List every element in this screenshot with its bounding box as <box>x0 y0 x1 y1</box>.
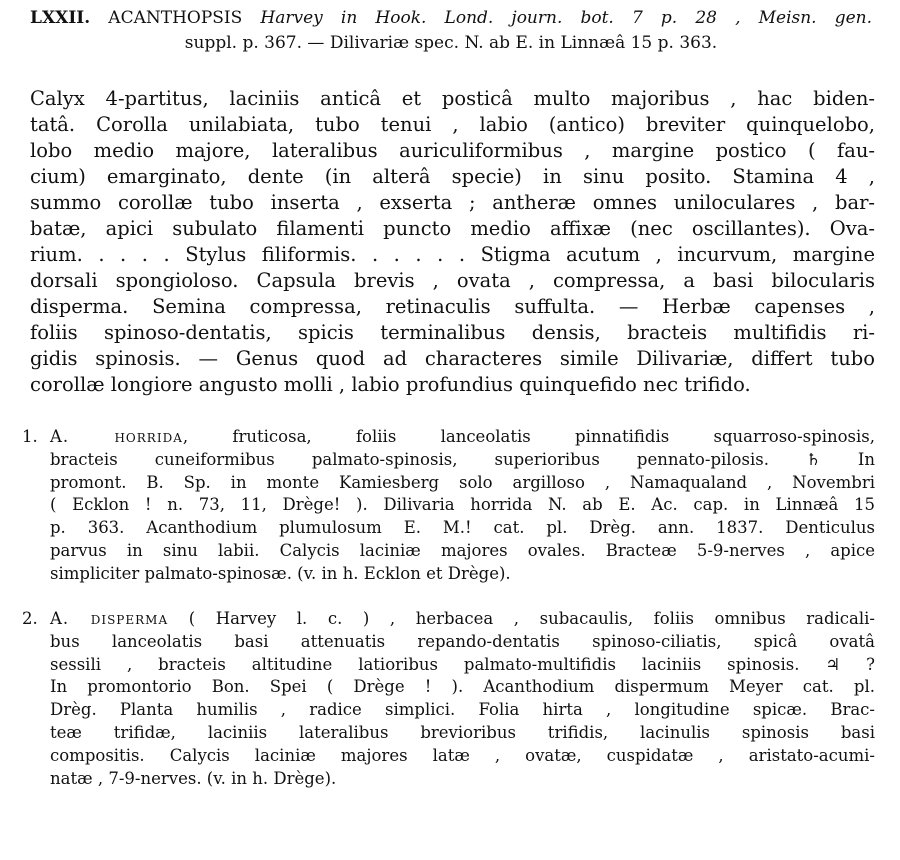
species-entry-1 <box>22 426 875 586</box>
species-name: A. disperma <box>50 609 169 628</box>
species-line: parvus in sinu labii. Calycis laciniæ majores ovales. Bracteæ 5-9-nerves , apice <box>50 540 875 560</box>
description-line: batæ, apici subulato filamenti puncto medio affixæ (nec oscillantes). Ova- <box>30 217 875 240</box>
heading-line-1 <box>30 6 872 31</box>
description-line: rium. . . . . Stylus filiformis. . . . . . Stigma acutum , incurvum, margine <box>30 243 875 266</box>
species-line: In promontorio Bon. Spei ( Drège ! ). Acanthodium dispermum Meyer cat. pl. <box>50 677 875 697</box>
species-line: natæ , 7-9-nerves. (v. in h. Drège). <box>50 768 337 788</box>
heading-line-2: suppl. p. 367. — Dilivariæ spec. N. ab E. in Linnæâ 15 p. 363. <box>184 33 718 53</box>
description-line: summo corollæ tubo inserta , exserta ; antheræ omnes uniloculares , bar- <box>30 191 875 214</box>
genus-name: ACANTHOPSIS <box>108 8 243 28</box>
species-line: compositis. Calycis laciniæ majores latæ , ovatæ, cuspidatæ , aristato-acumi- <box>50 745 875 765</box>
species-line: bus lanceolatis basi attenuatis repando-dentatis spinoso-ciliatis, spicâ ovatâ <box>50 631 875 651</box>
species-line: promont. B. Sp. in monte Kamiesberg solo argilloso , Namaqualand , Novembri <box>50 472 875 492</box>
species-line: teæ trifidæ, laciniis lateralibus brevioribus trifidis, lacinulis spinosis basi <box>50 722 875 742</box>
genus-description <box>30 86 875 398</box>
description-line: tatâ. Corolla unilabiata, tubo tenui , labio (antico) breviter quinquelobo, <box>30 113 875 136</box>
description-line: gidis spinosis. — Genus quod ad characteres simile Dilivariæ, differt tubo <box>30 347 875 370</box>
description-line: disperma. Semina compressa, retinaculis suffulta. — Herbæ capenses , <box>30 295 875 318</box>
description-line: cium) emarginato, dente (in alterâ specie) in sinu posito. Stamina 4 , <box>30 165 875 188</box>
species-number: 1. <box>22 427 38 446</box>
species-line: bracteis cuneiformibus palmato-spinosis, superioribus pennato-pilosis. ♄ In <box>50 449 875 469</box>
species-number: 2. <box>22 609 38 628</box>
species-line: p. 363. Acanthodium plumulosum E. M.! cat. pl. Drèg. ann. 1837. Denticulus <box>50 518 875 538</box>
genus-heading <box>30 6 872 56</box>
species-line: Drèg. Planta humilis , radice simplici. Folia hirta , longitudine spicæ. Brac- <box>50 700 875 720</box>
description-line: corollæ longiore angusto molli , labio profundius quinquefido nec trifido. <box>30 373 751 396</box>
species-line: ( Ecklon ! n. 73, 11, Drège! ). Dilivaria horrida N. ab E. Ac. cap. in Linnæâ 15 <box>50 495 875 515</box>
description-line: dorsali spongioloso. Capsula brevis , ovata , compressa, a basi bilocularis <box>30 269 875 292</box>
genus-number: LXXII. <box>30 8 91 28</box>
genus-citation: Harvey in Hook. Lond. journ. bot. 7 p. 28 , Meisn. gen. <box>260 8 873 28</box>
description-line: Calyx 4-partitus, laciniis anticâ et posticâ multo majoribus , hac biden- <box>30 87 875 110</box>
species-line: A. horrida, fruticosa, foliis lanceolatis pinnatifidis squarroso-spinosis, <box>50 427 875 446</box>
species-line: A. disperma ( Harvey l. c. ) , herbacea , subacaulis, foliis omnibus radicali- <box>50 609 875 628</box>
description-line: foliis spinoso-dentatis, spicis terminalibus densis, bracteis multifidis ri- <box>30 321 875 344</box>
description-line: lobo medio majore, lateralibus auriculiformibus , margine postico ( fau- <box>30 139 875 162</box>
species-entry-2 <box>22 608 875 790</box>
species-line: simpliciter palmato-spinosæ. (v. in h. Ecklon et Drège). <box>50 563 511 583</box>
species-name: A. horrida <box>50 427 183 446</box>
species-line: sessili , bracteis altitudine latioribus palmato-multifidis laciniis spinosis. ♃ ? <box>50 654 875 674</box>
